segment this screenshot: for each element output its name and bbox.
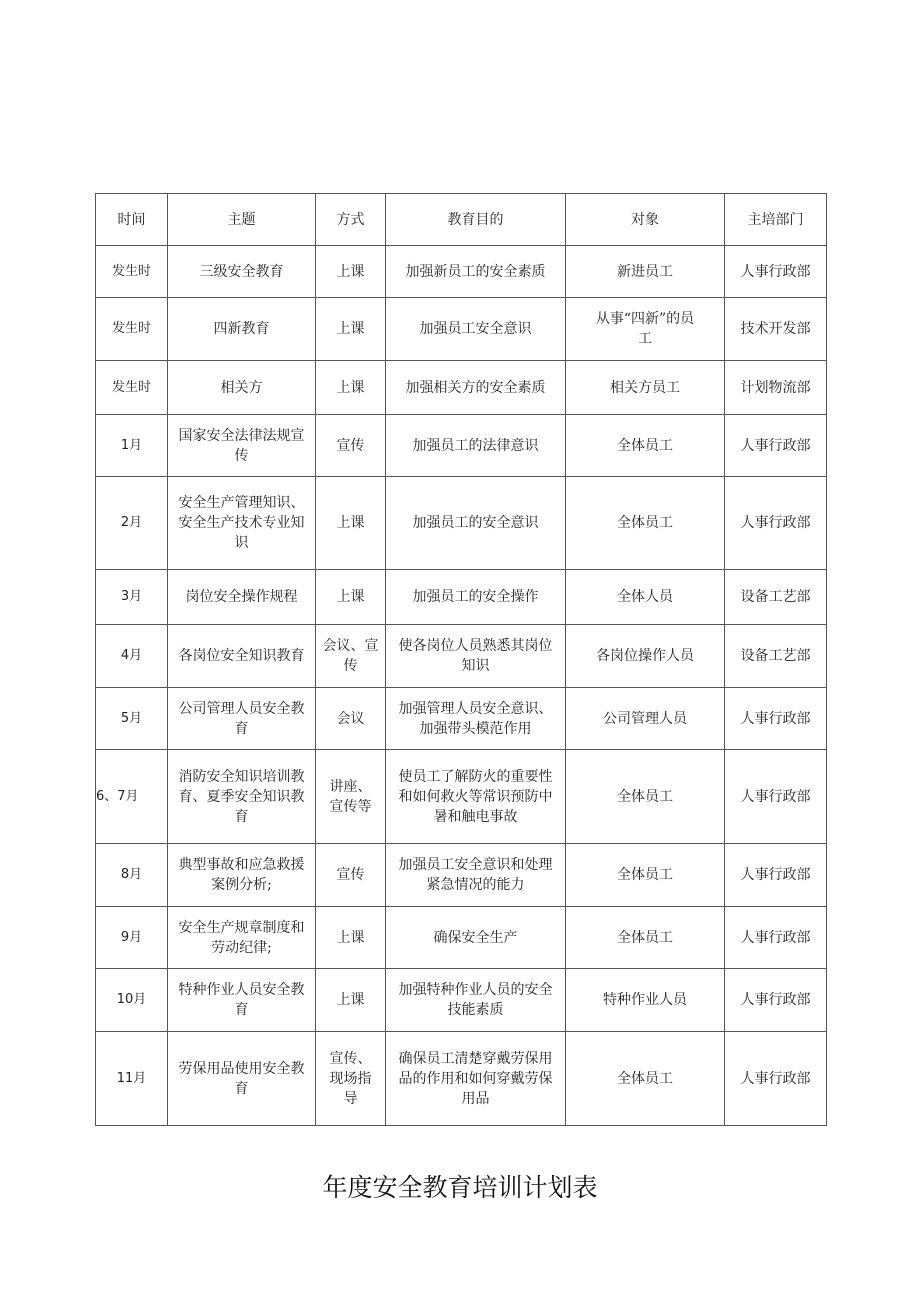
cell-method: 宣传 — [316, 415, 386, 477]
cell-audience: 公司管理人员 — [566, 688, 725, 750]
cell-purpose: 使员工了解防火的重要性 和如何救火等常识预防中 暑和触电事故 — [386, 750, 566, 844]
table-row — [96, 1032, 827, 1126]
cell-topic: 消防安全知识培训教 育、夏季安全知识教 育 — [168, 750, 316, 844]
cell-department: 人事行政部 — [725, 907, 827, 969]
table-row — [96, 415, 827, 477]
cell-method: 宣传 — [316, 844, 386, 907]
cell-method: 讲座、 宣传等 — [316, 750, 386, 844]
cell-topic: 公司管理人员安全教 育 — [168, 688, 316, 750]
table-body — [96, 194, 827, 1126]
cell-audience: 全体员工 — [566, 844, 725, 907]
cell-topic: 相关方 — [168, 361, 316, 415]
table-row — [96, 477, 827, 570]
cell-time: 10月 — [96, 969, 168, 1032]
cell-method: 宣传、 现场指 导 — [316, 1032, 386, 1126]
cell-department: 人事行政部 — [725, 969, 827, 1032]
cell-audience: 相关方员工 — [566, 361, 725, 415]
cell-purpose: 确保安全生产 — [386, 907, 566, 969]
cell-method: 上课 — [316, 361, 386, 415]
cell-time: 发生时 — [96, 361, 168, 415]
cell-time: 1月 — [96, 415, 168, 477]
cell-topic: 国家安全法律法规宣 传 — [168, 415, 316, 477]
cell-time: 11月 — [96, 1032, 168, 1126]
header-audience: 对象 — [566, 194, 725, 246]
cell-audience: 全体员工 — [566, 415, 725, 477]
cell-purpose: 使各岗位人员熟悉其岗位 知识 — [386, 625, 566, 688]
header-purpose: 教育目的 — [386, 194, 566, 246]
cell-method: 上课 — [316, 298, 386, 361]
cell-department: 设备工艺部 — [725, 570, 827, 625]
cell-purpose: 加强员工的法律意识 — [386, 415, 566, 477]
header-row — [96, 194, 827, 246]
cell-purpose: 加强新员工的安全素质 — [386, 246, 566, 298]
cell-time: 4月 — [96, 625, 168, 688]
table-row — [96, 969, 827, 1032]
cell-method: 上课 — [316, 969, 386, 1032]
cell-department: 人事行政部 — [725, 246, 827, 298]
table-row — [96, 688, 827, 750]
table-row — [96, 907, 827, 969]
cell-topic: 特种作业人员安全教 育 — [168, 969, 316, 1032]
cell-time: 9月 — [96, 907, 168, 969]
cell-audience: 新进员工 — [566, 246, 725, 298]
cell-purpose: 加强员工安全意识和处理 紧急情况的能力 — [386, 844, 566, 907]
cell-department: 人事行政部 — [725, 477, 827, 570]
table-row — [96, 361, 827, 415]
cell-audience: 全体员工 — [566, 750, 725, 844]
cell-topic: 安全生产管理知识、 安全生产技术专业知 识 — [168, 477, 316, 570]
cell-method: 上课 — [316, 570, 386, 625]
cell-topic: 安全生产规章制度和 劳动纪律; — [168, 907, 316, 969]
cell-method: 上课 — [316, 246, 386, 298]
cell-topic: 劳保用品使用安全教 育 — [168, 1032, 316, 1126]
page-title: 年度安全教育培训计划表 — [322, 1173, 598, 1202]
header-time: 时间 — [96, 194, 168, 246]
cell-department: 人事行政部 — [725, 415, 827, 477]
cell-purpose: 确保员工清楚穿戴劳保用 品的作用和如何穿戴劳保 用品 — [386, 1032, 566, 1126]
cell-department: 人事行政部 — [725, 1032, 827, 1126]
table-row — [96, 750, 827, 844]
cell-department: 技术开发部 — [725, 298, 827, 361]
table-row — [96, 246, 827, 298]
cell-time: 3月 — [96, 570, 168, 625]
cell-department: 计划物流部 — [725, 361, 827, 415]
header-topic: 主题 — [168, 194, 316, 246]
cell-topic: 各岗位安全知识教育 — [168, 625, 316, 688]
cell-time: 5月 — [96, 688, 168, 750]
cell-department: 人事行政部 — [725, 750, 827, 844]
training-plan-table — [95, 193, 827, 1126]
cell-time: 2月 — [96, 477, 168, 570]
cell-topic: 岗位安全操作规程 — [168, 570, 316, 625]
cell-method: 会议 — [316, 688, 386, 750]
table-row — [96, 844, 827, 907]
cell-audience: 全体人员 — [566, 570, 725, 625]
table-row — [96, 298, 827, 361]
table-row — [96, 570, 827, 625]
cell-time: 发生时 — [96, 246, 168, 298]
cell-purpose: 加强管理人员安全意识、 加强带头模范作用 — [386, 688, 566, 750]
cell-topic: 三级安全教育 — [168, 246, 316, 298]
cell-purpose: 加强特种作业人员的安全 技能素质 — [386, 969, 566, 1032]
cell-purpose: 加强相关方的安全素质 — [386, 361, 566, 415]
cell-audience: 特种作业人员 — [566, 969, 725, 1032]
cell-time: 发生时 — [96, 298, 168, 361]
cell-topic: 四新教育 — [168, 298, 316, 361]
cell-department: 设备工艺部 — [725, 625, 827, 688]
cell-method: 会议、宣 传 — [316, 625, 386, 688]
table-row — [96, 625, 827, 688]
cell-purpose: 加强员工的安全操作 — [386, 570, 566, 625]
cell-time: 8月 — [96, 844, 168, 907]
header-department: 主培部门 — [725, 194, 827, 246]
cell-purpose: 加强员工的安全意识 — [386, 477, 566, 570]
cell-department: 人事行政部 — [725, 844, 827, 907]
cell-method: 上课 — [316, 907, 386, 969]
cell-audience: 各岗位操作人员 — [566, 625, 725, 688]
cell-method: 上课 — [316, 477, 386, 570]
cell-audience: 全体员工 — [566, 907, 725, 969]
cell-audience: 全体员工 — [566, 477, 725, 570]
header-method: 方式 — [316, 194, 386, 246]
cell-purpose: 加强员工安全意识 — [386, 298, 566, 361]
cell-audience: 全体员工 — [566, 1032, 725, 1126]
cell-department: 人事行政部 — [725, 688, 827, 750]
cell-audience: 从事“四新”的员 工 — [566, 298, 725, 361]
cell-topic: 典型事故和应急救援 案例分析; — [168, 844, 316, 907]
cell-time: 6、7月 — [96, 750, 168, 844]
